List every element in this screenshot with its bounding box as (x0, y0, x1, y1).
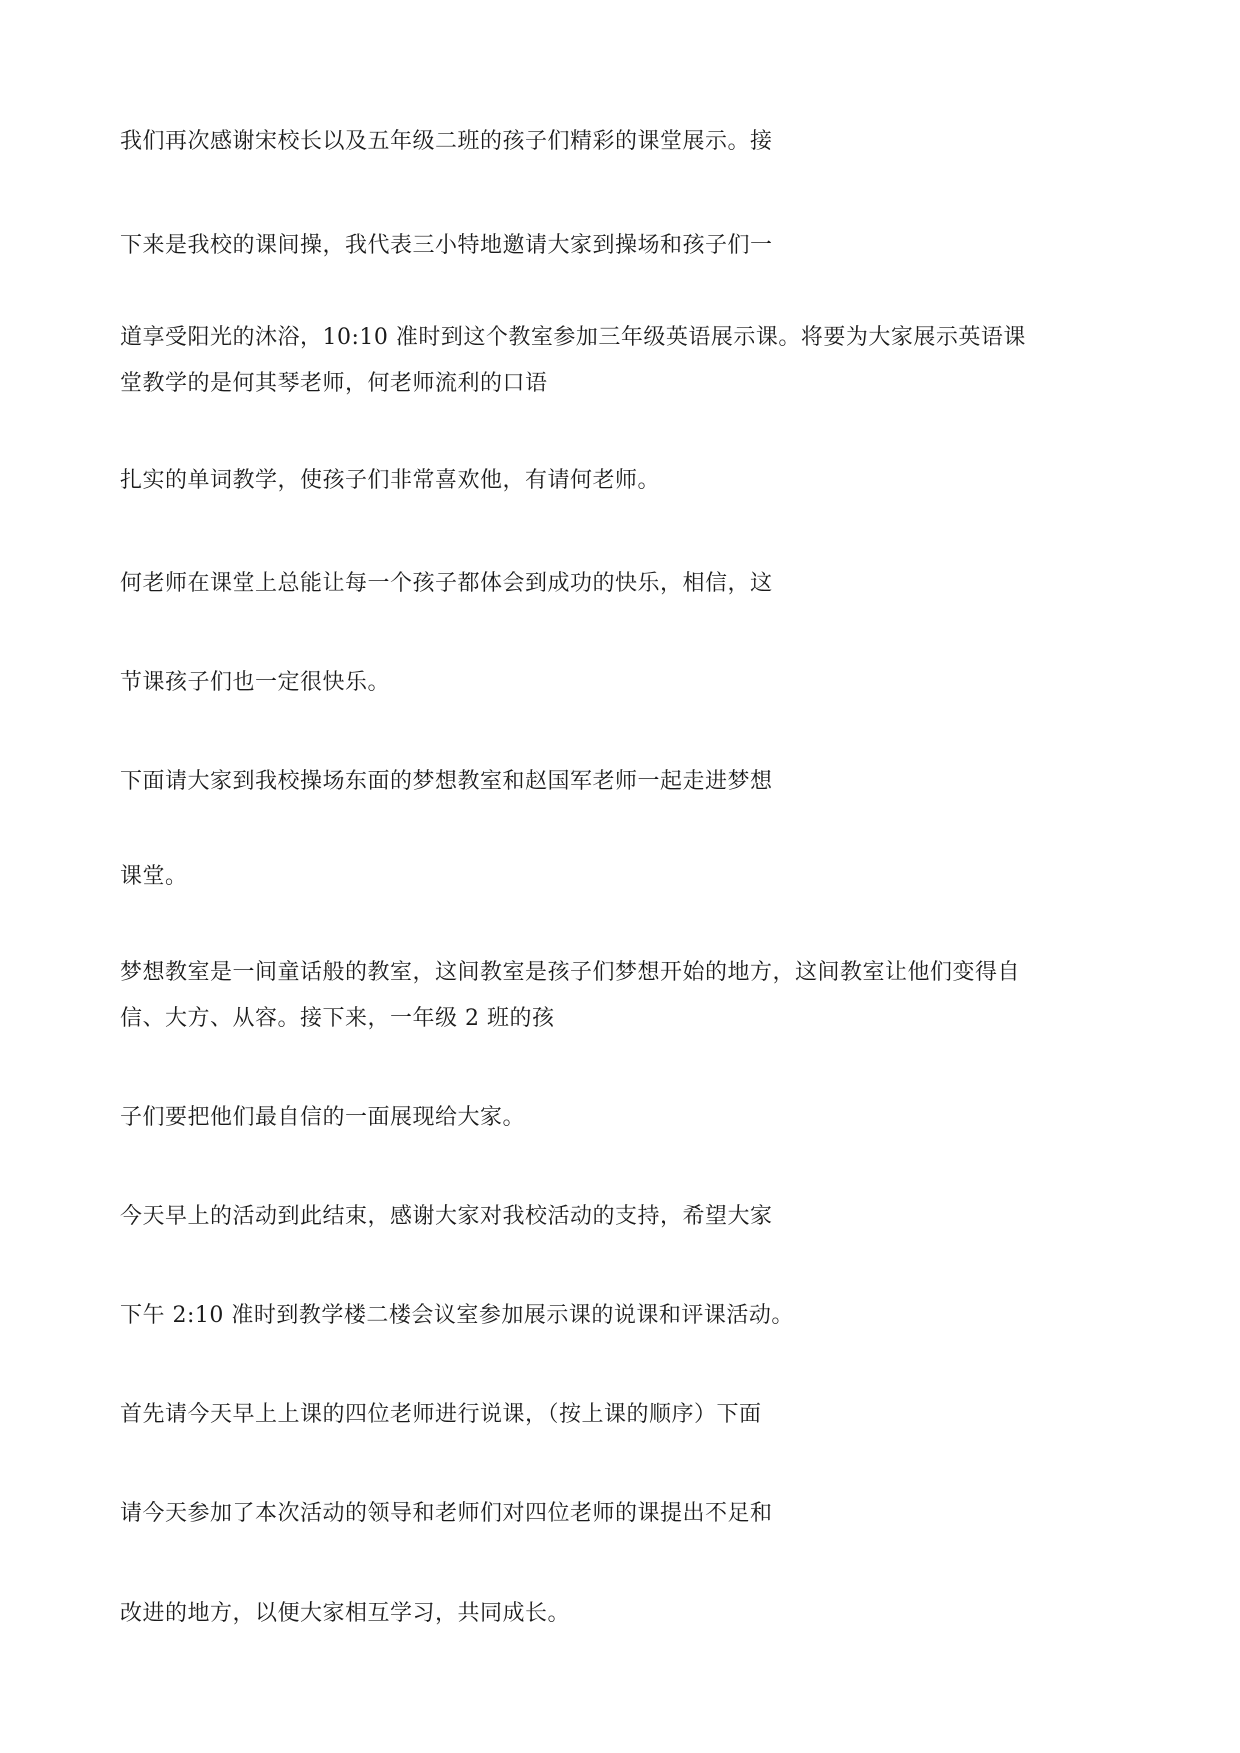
text-line: 道享受阳光的沐浴，10:10 准时到这个教室参加三年级英语展示课。将要为大家展示英语课 (120, 325, 1026, 350)
text-line: 扎实的单词教学，使孩子们非常喜欢他，有请何老师。 (120, 468, 661, 493)
text-line: 下面请大家到我校操场东面的梦想教室和赵国军老师一起走进梦想 (120, 769, 773, 794)
text-line: 节课孩子们也一定很快乐。 (120, 670, 391, 695)
text-line: 信、大方、从容。接下来，一年级 2 班的孩 (120, 1006, 555, 1031)
text-line: 改进的地方，以便大家相互学习，共同成长。 (120, 1601, 571, 1626)
text-line: 下午 2:10 准时到教学楼二楼会议室参加展示课的说课和评课活动。 (120, 1303, 794, 1328)
text-line: 课堂。 (120, 864, 188, 889)
text-line: 首先请今天早上上课的四位老师进行说课，（按上课的顺序）下面 (120, 1402, 762, 1427)
text-line: 请今天参加了本次活动的领导和老师们对四位老师的课提出不足和 (120, 1501, 773, 1526)
text-line: 今天早上的活动到此结束，感谢大家对我校活动的支持，希望大家 (120, 1204, 773, 1229)
text-line: 堂教学的是何其琴老师，何老师流利的口语 (120, 371, 548, 396)
text-line: 下来是我校的课间操，我代表三小特地邀请大家到操场和孩子们一 (120, 233, 773, 258)
text-line: 我们再次感谢宋校长以及五年级二班的孩子们精彩的课堂展示。接 (120, 129, 773, 154)
text-line: 子们要把他们最自信的一面展现给大家。 (120, 1105, 526, 1130)
text-line: 何老师在课堂上总能让每一个孩子都体会到成功的快乐，相信，这 (120, 571, 773, 596)
text-line: 梦想教室是一间童话般的教室，这间教室是孩子们梦想开始的地方，这间教室让他们变得自 (120, 960, 1021, 985)
